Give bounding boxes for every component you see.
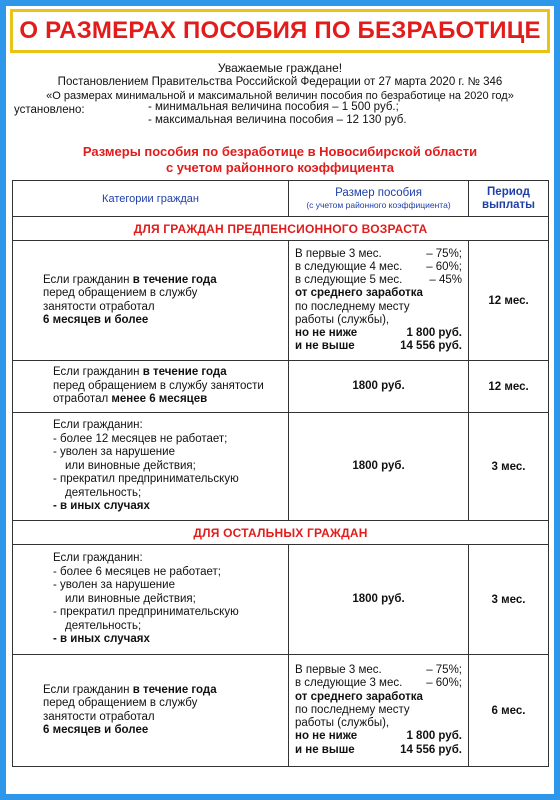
amount-min: 1 800 руб. (406, 326, 462, 339)
table-header-row (13, 181, 549, 217)
cond-text: - прекратил предпринимательскую (53, 473, 239, 486)
heading-line-2: с учетом районного коэффициента (165, 160, 395, 175)
amount-percent: – 75%; (426, 664, 462, 677)
amount-cell: 1800 руб. (289, 545, 469, 655)
benefit-table (12, 180, 549, 767)
amount-text: по последнему месту (295, 300, 410, 313)
cond-bold: в течение года (132, 683, 217, 696)
cond-text: - уволен за нарушение (53, 579, 175, 592)
cond-text: - уволен за нарушение (53, 446, 175, 459)
section-heading (6, 144, 554, 176)
amount-text: в следующие 4 мес. (295, 260, 403, 273)
header-period (469, 181, 549, 217)
amount-cell: 1800 руб. (289, 361, 469, 413)
amount-bold: от среднего заработка (295, 690, 423, 703)
period-cell: 6 мес. (469, 655, 549, 767)
condition-cell (13, 241, 289, 361)
amount-cell (289, 655, 469, 767)
amount-percent: – 60%; (426, 260, 462, 273)
decree-text: Постановлением Правительства Российской Федерации от 27 марта 2020 г. № 346 (57, 76, 503, 88)
title-box (10, 9, 550, 53)
header-period-line-1: Период (487, 185, 530, 198)
cond-text: деятельность; (65, 619, 142, 632)
cond-text: перед обращением в службу занятости (53, 379, 264, 392)
cond-bold: в течение года (132, 273, 217, 286)
header-category: Категории граждан (13, 181, 289, 217)
period-cell: 3 мес. (469, 413, 549, 521)
cond-text: перед обращением в службу (43, 287, 198, 299)
section-row-prepension (13, 217, 549, 241)
cond-text: Если гражданин: (53, 552, 143, 565)
cond-bold: в течение года (142, 366, 227, 379)
cond-text: занятости отработал (43, 710, 155, 723)
table-row (13, 545, 549, 655)
cond-bold: - в иных случаях (53, 633, 150, 646)
amount-text: в следующие 5 мес. (295, 274, 403, 287)
amount-text: в следующие 3 мес. (295, 677, 403, 690)
header-size-label: Размер пособия (335, 186, 422, 199)
condition-cell (13, 655, 289, 767)
period-cell: 3 мес. (469, 545, 549, 655)
amount-text: работы (службы), (295, 313, 390, 326)
condition-cell (13, 361, 289, 413)
cond-text: деятельность; (65, 486, 142, 499)
amount-bold: от среднего заработка (295, 287, 423, 300)
values-list (148, 101, 407, 127)
period-cell: 12 мес. (469, 361, 549, 413)
amount-percent: – 60%; (426, 677, 462, 690)
min-value: - минимальная величина пособия – 1 500 руб.; (148, 101, 399, 113)
cond-text: Если гражданин (43, 273, 133, 286)
table-row (13, 413, 549, 521)
page-title: О РАЗМЕРАХ ПОСОБИЯ ПО БЕЗРАБОТИЦЕ (19, 17, 541, 44)
poster-body (6, 6, 554, 794)
amount-text: В первые 3 мес. (295, 247, 382, 260)
cond-text: занятости отработал (43, 300, 155, 313)
cond-text: отработал (53, 393, 112, 406)
cond-text: - более 12 месяцев не работает; (53, 432, 228, 445)
cond-text: Если гражданин: (53, 419, 143, 432)
section-others: ДЛЯ ОСТАЛЬНЫХ ГРАЖДАН (13, 521, 549, 545)
condition-cell (13, 545, 289, 655)
amount-cell: 1800 руб. (289, 413, 469, 521)
cond-text: или виновные действия; (65, 592, 196, 605)
header-period-line-2: выплаты (482, 198, 535, 211)
amount-min: 1 800 руб. (406, 730, 462, 743)
period-cell: 12 мес. (469, 241, 549, 361)
intro-block (6, 61, 554, 131)
cond-bold: менее 6 месяцев (111, 393, 208, 406)
amount-max-label: и не выше (295, 340, 355, 353)
amount-max: 14 556 руб. (400, 340, 462, 353)
header-size (289, 181, 469, 217)
section-row-others (13, 521, 549, 545)
amount-percent: – 75%; (426, 247, 462, 260)
cond-text: или виновные действия; (65, 459, 196, 472)
table-row (13, 241, 549, 361)
amount-min-label: но не ниже (295, 326, 358, 339)
amount-text: по последнему месту (295, 703, 410, 716)
established-values (6, 103, 554, 131)
cond-bold: - в иных случаях (53, 500, 150, 513)
amount-percent: – 45% (429, 274, 462, 287)
table-row (13, 655, 549, 767)
amount-text: работы (службы), (295, 717, 390, 730)
amount-max: 14 556 руб. (400, 743, 462, 756)
decree-title: «О размерах минимальной и максимальной величин пособия по безработице на 2020 год» (46, 90, 514, 102)
cond-text: Если гражданин (53, 366, 143, 379)
section-prepension: ДЛЯ ГРАЖДАН ПРЕДПЕНСИОННОГО ВОЗРАСТА (13, 217, 549, 241)
condition-cell (13, 413, 289, 521)
max-value: - максимальная величина пособия – 12 130 руб. (148, 114, 407, 126)
cond-text: перед обращением в службу (43, 697, 198, 709)
established-label: установлено: (14, 104, 85, 116)
header-size-note: (с учетом районного коэффициента) (306, 199, 451, 210)
cond-text: Если гражданин (43, 683, 133, 696)
amount-min-label: но не ниже (295, 730, 358, 743)
cond-text: - прекратил предпринимательскую (53, 606, 239, 619)
heading-line-1: Размеры пособия по безработице в Новосибирской области (82, 144, 478, 159)
greeting: Уважаемые граждане! (217, 61, 343, 75)
cond-text: - более 6 месяцев не работает; (53, 565, 221, 578)
amount-text: В первые 3 мес. (295, 664, 382, 677)
amount-cell (289, 241, 469, 361)
amount-max-label: и не выше (295, 743, 355, 756)
cond-bold: 6 месяцев и более (43, 314, 149, 326)
table-row (13, 361, 549, 413)
cond-bold: 6 месяцев и более (43, 724, 149, 736)
